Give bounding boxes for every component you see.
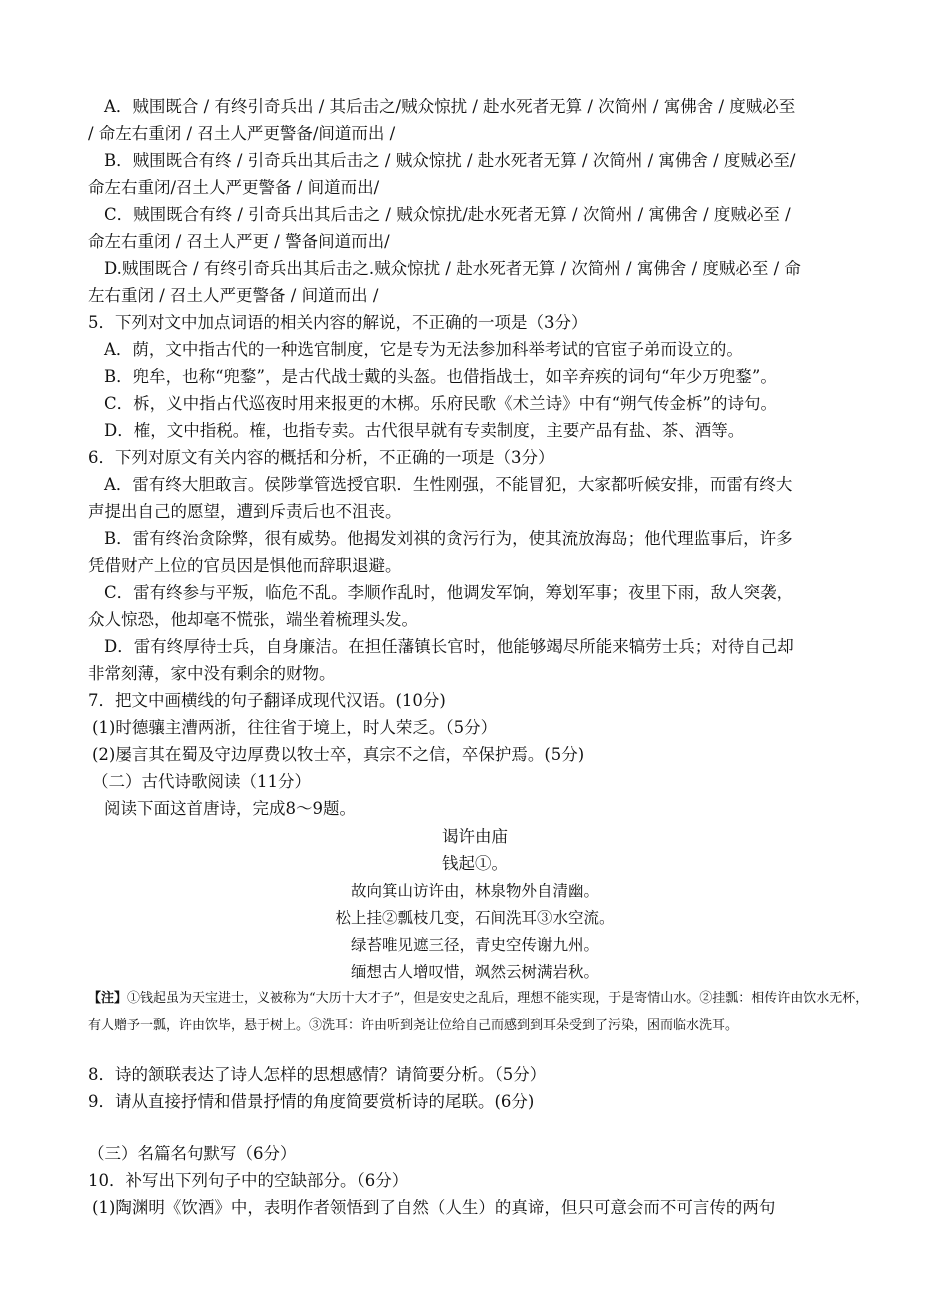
q8-stem: 8．诗的颔联表达了诗人怎样的思想感情？请简要分析。（5分） <box>88 1065 547 1084</box>
q4-option-c-line2: 命左右重闭 / 召土人严更 / 警备间道而出/ <box>88 232 390 251</box>
q6-option-b-line2: 凭借财产上位的官员因是惧他而辞职退避。 <box>88 556 402 575</box>
q4-option-d-line1: D.贼围既合 / 有终引奇兵出其后击之.贼众惊扰 / 赴水死者无算 / 次简州 / 寓佛舍 / 度贼必至 / 命 <box>104 259 801 278</box>
poem-line-2: 松上挂②瓢枝几变，石间洗耳③水空流。 <box>335 909 615 927</box>
poem-line-1: 故向箕山访许由，林泉物外自清幽。 <box>350 882 599 900</box>
q5-option-a: A．荫，文中指古代的一种选官制度，它是专为无法参加科举考试的官宦子弟而设立的。 <box>104 340 743 359</box>
q4-option-b-line1: B．贼围既合有终 / 引奇兵出其后击之 / 贼众惊扰 / 赴水死者无算 / 次简州 / 寓佛舍 / 度贼必至/ <box>104 151 796 170</box>
q5-option-b: B．兜牟，也称“兜鍪”，是古代战士戴的头盔。也借指战士，如辛弃疾的词句“年少万兜鍪”。 <box>104 367 777 386</box>
section-2-heading: （二）古代诗歌阅读（11分） <box>92 772 311 791</box>
poem-line-3: 绿苔唯见遮三径，青史空传谢九州。 <box>350 936 599 954</box>
q5-option-c: C．柝，义中指占代巡夜时用来报更的木梆。乐府民歌《术兰诗》中有“朔气传金柝”的诗句。 <box>104 394 777 413</box>
q6-stem: 6．下列对原文有关内容的概括和分析，不正确的一项是（3分） <box>88 448 555 467</box>
q4-option-d-line2: 左右重闭 / 召土人严更警备 / 间道而出 / <box>88 286 379 305</box>
poem-note-text: ①钱起虽为天宝进士，义被称为“大历十大才子”，但是安史之乱后，理想不能实现，于是寄情山水。②挂瓢：相传许由饮水无杯，有人赠予一瓢，许由饮毕，悬于树上。③洗耳：许由听到尧让位给自己而感到到耳朵受到了污染，困而临水洗耳。 <box>88 991 869 1033</box>
section-3-heading: （三）名篇名句默写（6分） <box>88 1144 297 1163</box>
q9-stem: 9．请从直接抒情和借景抒情的角度简要赏析诗的尾联。(6分) <box>88 1092 535 1111</box>
q5-option-d: D．榷，文中指税。榷，也指专卖。古代很早就有专卖制度，主要产品有盐、茶、酒等。 <box>104 421 745 440</box>
poem-note-label: 【注】 <box>88 991 128 1006</box>
q6-option-d-line1: D．雷有终厚待士兵，自身廉洁。在担任藩镇长官时，他能够竭尽所能来犒劳士兵；对待自己却 <box>104 637 794 656</box>
section-2-intro: 阅读下面这首唐诗，完成8～9题。 <box>104 799 356 818</box>
poem-line-4: 缅想古人增叹惜，飒然云树满岩秋。 <box>350 963 599 981</box>
q7-sentence-2: (2)屡言其在蜀及守边厚费以牧士卒，真宗不之信，卒保护焉。(5分) <box>92 745 585 764</box>
q10-stem: 10．补写出下列句子中的空缺部分。（6分） <box>88 1171 409 1190</box>
q6-option-c-line2: 众人惊恐，他却毫不慌张，端坐着梳理头发。 <box>88 610 418 629</box>
q4-option-a-line1: A．贼围既合 / 有终引奇兵出 / 其后击之/贼众惊扰 / 赴水死者无算 / 次简州 / 寓佛舍 / 度贼必至 <box>104 97 796 116</box>
poem-author: 钱起①。 <box>442 854 508 873</box>
q7-stem: 7．把文中画横线的句子翻译成现代汉语。(10分) <box>88 691 446 710</box>
poem-note <box>88 985 878 1039</box>
q6-option-b-line1: B．雷有终治贪除弊，很有威势。他揭发刘祺的贪污行为，使其流放海岛；他代理监事后，许多 <box>104 529 793 548</box>
q6-option-c-line1: C．雷有终参与平叛，临危不乱。李顺作乱时，他调发军饷，筹划军事；夜里下雨，敌人突袭， <box>104 583 794 602</box>
q10-sentence-1: (1)陶渊明《饮酒》中，表明作者领悟到了自然（人生）的真谛，但只可意会而不可言传的两句 <box>92 1198 776 1217</box>
q6-option-d-line2: 非常刻薄，家中没有剩余的财物。 <box>88 664 336 683</box>
q6-option-a-line1: A．雷有终大胆敢言。侯陟掌管选授官职．生性刚强，不能冒犯，大家都听候安排，而雷有终大 <box>104 475 793 494</box>
q5-stem: 5．下列对文中加点词语的相关内容的解说，不正确的一项是（3分） <box>88 313 588 332</box>
q6-option-a-line2: 声提出自己的愿望，遭到斥责后也不沮丧。 <box>88 502 402 521</box>
poem-title: 谒许由庙 <box>442 827 508 846</box>
q4-option-c-line1: C．贼围既合有终 / 引奇兵出其后击之 / 贼众惊扰/赴水死者无算 / 次简州 / 寓佛舍 / 度贼必至 / <box>104 205 791 224</box>
q4-option-a-line2: / 命左右重闭 / 召土人严更警备/间道而出 / <box>88 124 396 143</box>
q4-option-b-line2: 命左右重闭/召土人严更警备 / 间道而出/ <box>88 178 380 197</box>
q7-sentence-1: (1)时德骧主漕两浙，往往省于境上，时人荣乏。（5分） <box>92 718 498 737</box>
